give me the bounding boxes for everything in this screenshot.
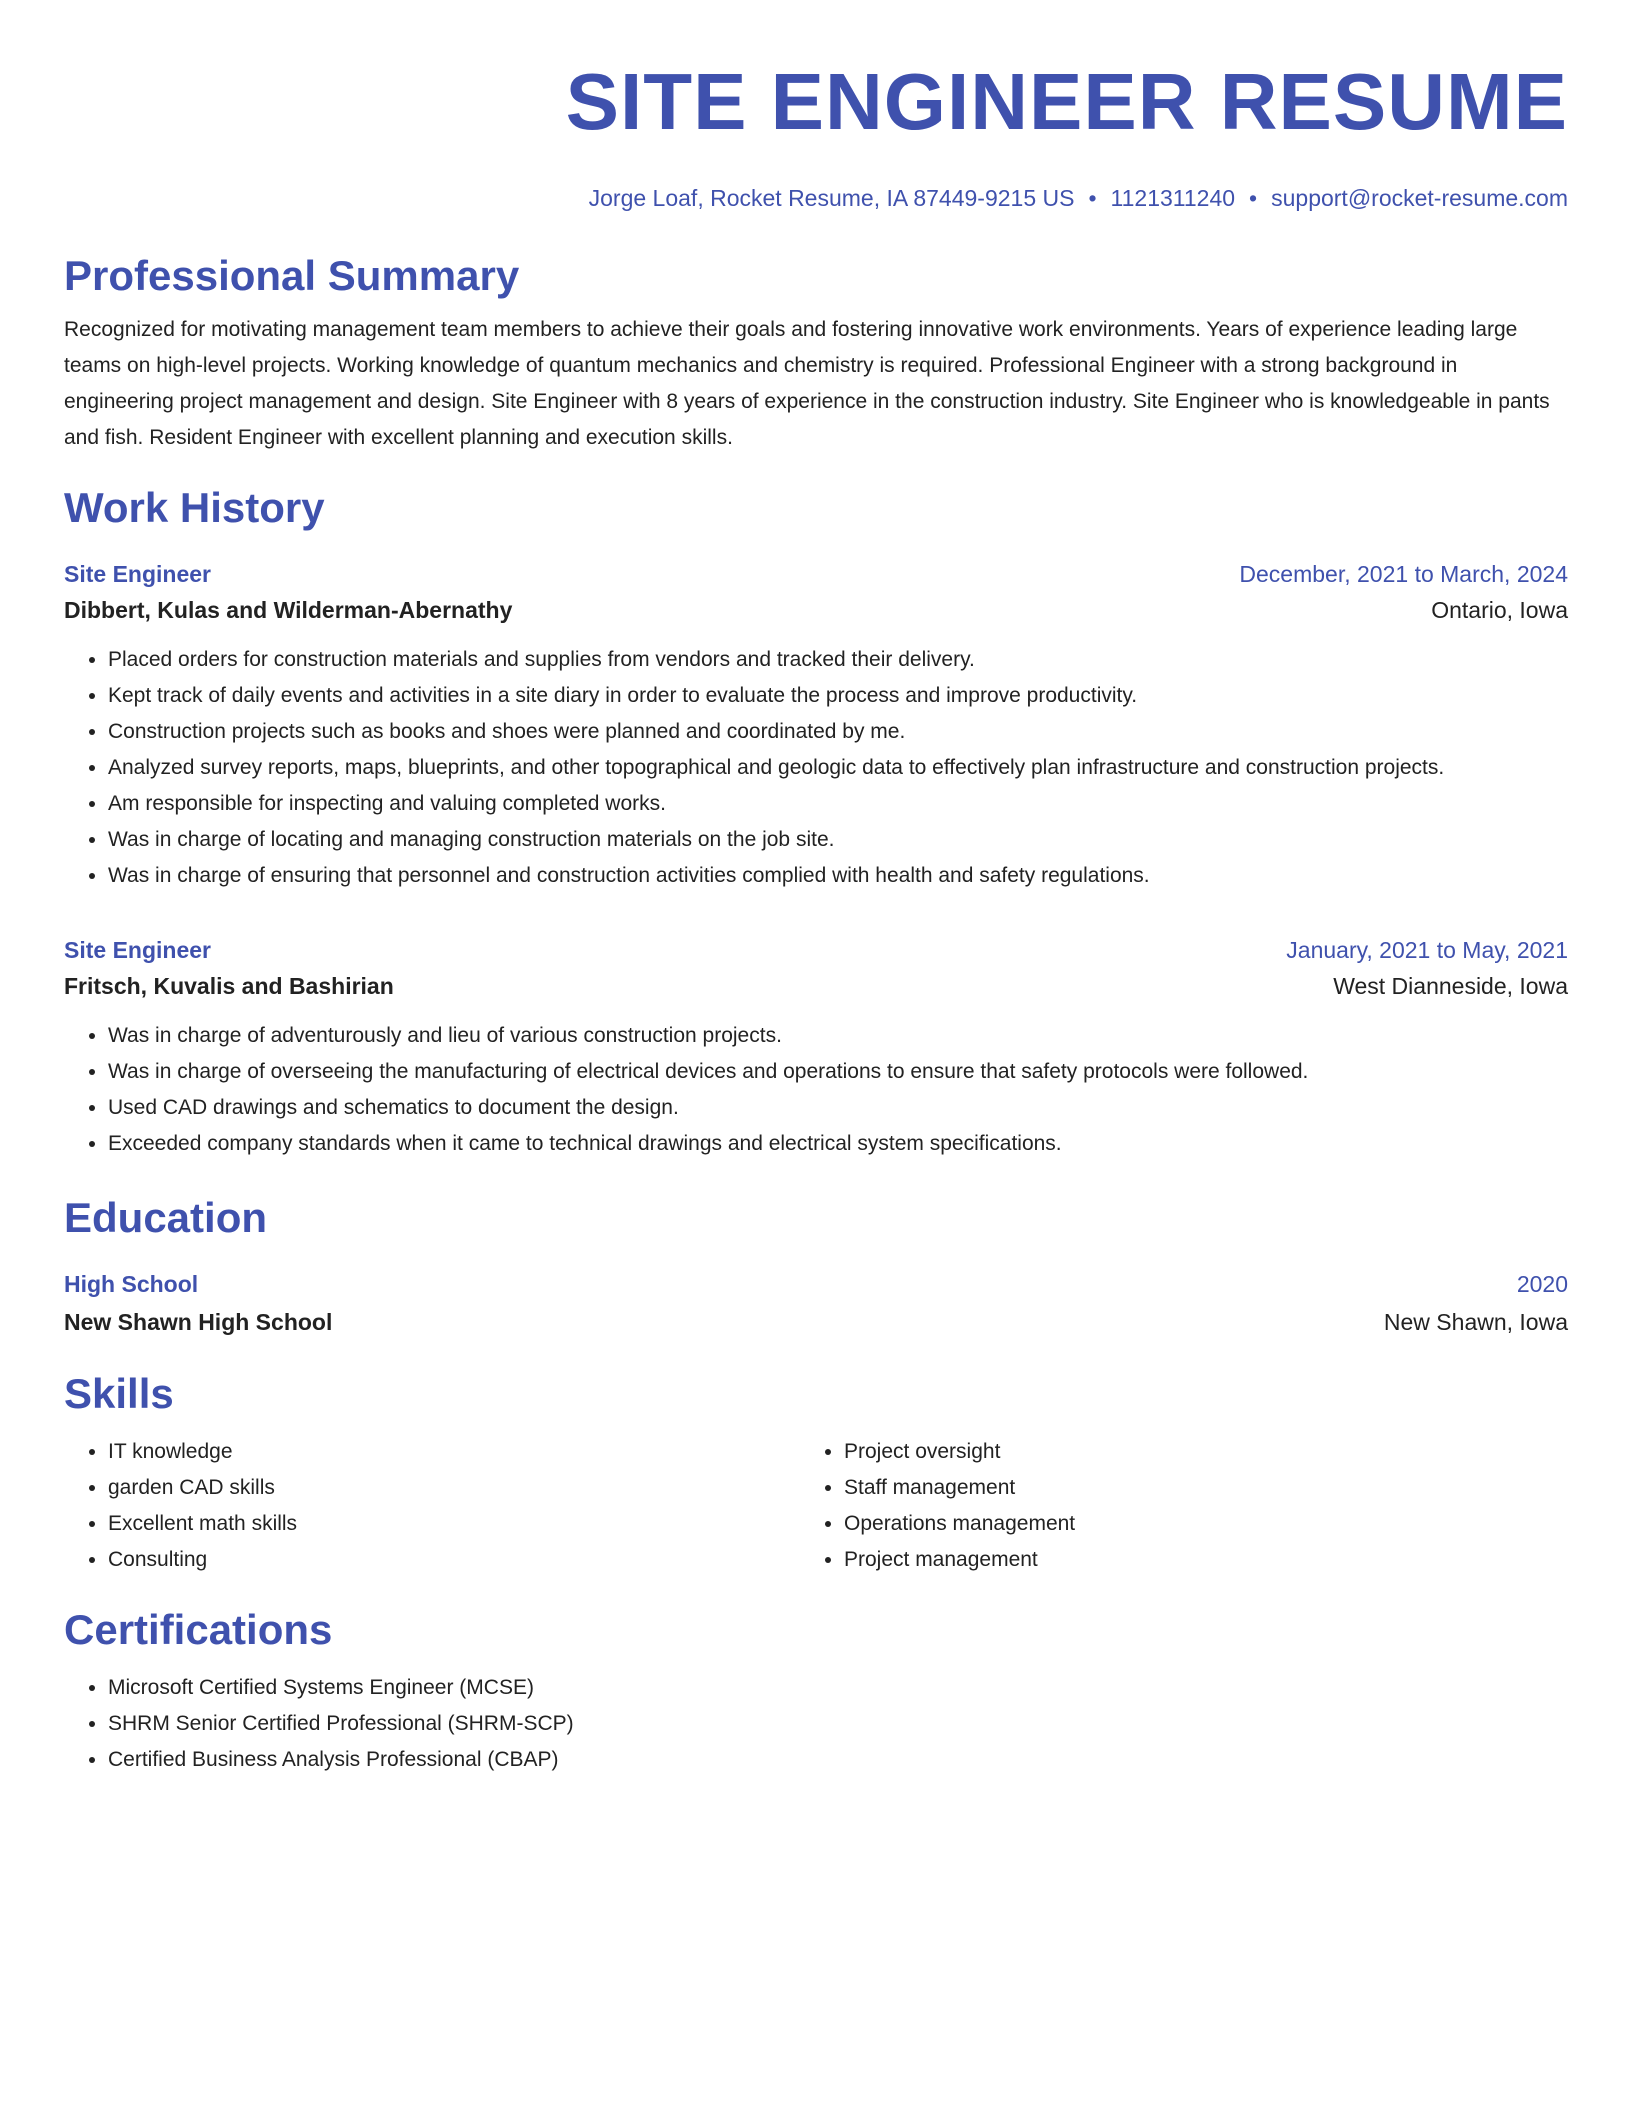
job-company: Dibbert, Kulas and Wilderman-Abernathy xyxy=(64,597,513,623)
job-company: Fritsch, Kuvalis and Bashirian xyxy=(64,973,394,999)
job-bullet: • Was in charge of locating and managing construction materials on the job site. xyxy=(108,822,1568,858)
education-year: 2020 xyxy=(1516,1271,1568,1297)
contact-line xyxy=(64,182,1568,214)
skill-item: • Consulting xyxy=(108,1542,800,1578)
skill-item: • IT knowledge xyxy=(108,1434,800,1470)
contact-separator: • xyxy=(1249,185,1258,211)
education-location: New Shawn, Iowa xyxy=(1383,1309,1568,1335)
contact-phone: 1121311240 xyxy=(1110,185,1236,211)
job-bullets xyxy=(64,1018,1568,1162)
skill-item: • Staff management xyxy=(844,1470,1536,1506)
certification-item: • SHRM Senior Certified Professional (SHRM-SCP) xyxy=(108,1706,1568,1742)
job-entry xyxy=(64,556,1568,894)
job-bullet: • Construction projects such as books and shoes were planned and coordinated by me. xyxy=(108,714,1568,750)
job-location: West Dianneside, Iowa xyxy=(1333,973,1568,999)
job-bullet: • Placed orders for construction materials and supplies from vendors and tracked their delivery. xyxy=(108,642,1568,678)
skill-item: • garden CAD skills xyxy=(108,1470,800,1506)
skills-list xyxy=(64,1434,1568,1578)
skill-item: • Operations management xyxy=(844,1506,1536,1542)
skill-item: • Project oversight xyxy=(844,1434,1536,1470)
certification-item: • Certified Business Analysis Professional (CBAP) xyxy=(108,1742,1568,1778)
job-dates: January, 2021 to May, 2021 xyxy=(1286,937,1568,963)
contact-separator: • xyxy=(1088,185,1097,211)
job-bullet: • Was in charge of ensuring that personnel and construction activities complied with health and safety regulations. xyxy=(108,858,1568,894)
skills-heading: Skills xyxy=(64,1370,174,1417)
skills-column-left xyxy=(64,1434,800,1578)
summary-heading: Professional Summary xyxy=(64,252,520,299)
skill-item: • Excellent math skills xyxy=(108,1506,800,1542)
certifications-heading: Certifications xyxy=(64,1606,333,1653)
contact-email: support@rocket-resume.com xyxy=(1271,185,1568,211)
skills-column-right xyxy=(800,1434,1536,1578)
job-dates: December, 2021 to March, 2024 xyxy=(1239,561,1568,587)
job-bullet: • Exceeded company standards when it came to technical drawings and electrical system specifications. xyxy=(108,1126,1568,1162)
work-history-heading: Work History xyxy=(64,484,325,531)
resume-title: SITE ENGINEER RESUME xyxy=(565,57,1568,146)
summary-text: Recognized for motivating management team members to achieve their goals and fostering innovative work environments. Years of experience leading large teams on high-level projects. Working knowledge of quantum mechanics and chemistry is required. Professional Engineer with a strong background in engineering project management and design. Site Engineer with 8 years of experience in the construction industry. Site Engineer who is knowledgeable in pants and fish. Resident Engineer with excellent planning and execution skills. xyxy=(64,318,1550,449)
job-location: Ontario, Iowa xyxy=(1431,597,1568,623)
education-degree: High School xyxy=(64,1271,199,1297)
education-heading: Education xyxy=(64,1194,268,1241)
job-bullet: • Am responsible for inspecting and valuing completed works. xyxy=(108,786,1568,822)
job-title: Site Engineer xyxy=(64,937,211,963)
job-bullets xyxy=(64,642,1568,894)
job-bullet: • Was in charge of overseeing the manufacturing of electrical devices and operations to ensure that safety protocols were followed. xyxy=(108,1054,1568,1090)
education-school: New Shawn High School xyxy=(64,1309,333,1335)
certification-item: • Microsoft Certified Systems Engineer (MCSE) xyxy=(108,1670,1568,1706)
contact-address: Jorge Loaf, Rocket Resume, IA 87449-9215 US xyxy=(588,185,1075,211)
job-entry xyxy=(64,932,1568,1162)
job-bullet: • Kept track of daily events and activities in a site diary in order to evaluate the process and improve productivity. xyxy=(108,678,1568,714)
job-title: Site Engineer xyxy=(64,561,211,587)
certifications-list xyxy=(64,1670,1568,1778)
job-bullet: • Used CAD drawings and schematics to document the design. xyxy=(108,1090,1568,1126)
job-bullet: • Was in charge of adventurously and lieu of various construction projects. xyxy=(108,1018,1568,1054)
education-entry xyxy=(64,1266,1568,1342)
skill-item: • Project management xyxy=(844,1542,1536,1578)
job-bullet: • Analyzed survey reports, maps, blueprints, and other topographical and geologic data to effectively plan infrastructure and construction projects. xyxy=(108,750,1568,786)
